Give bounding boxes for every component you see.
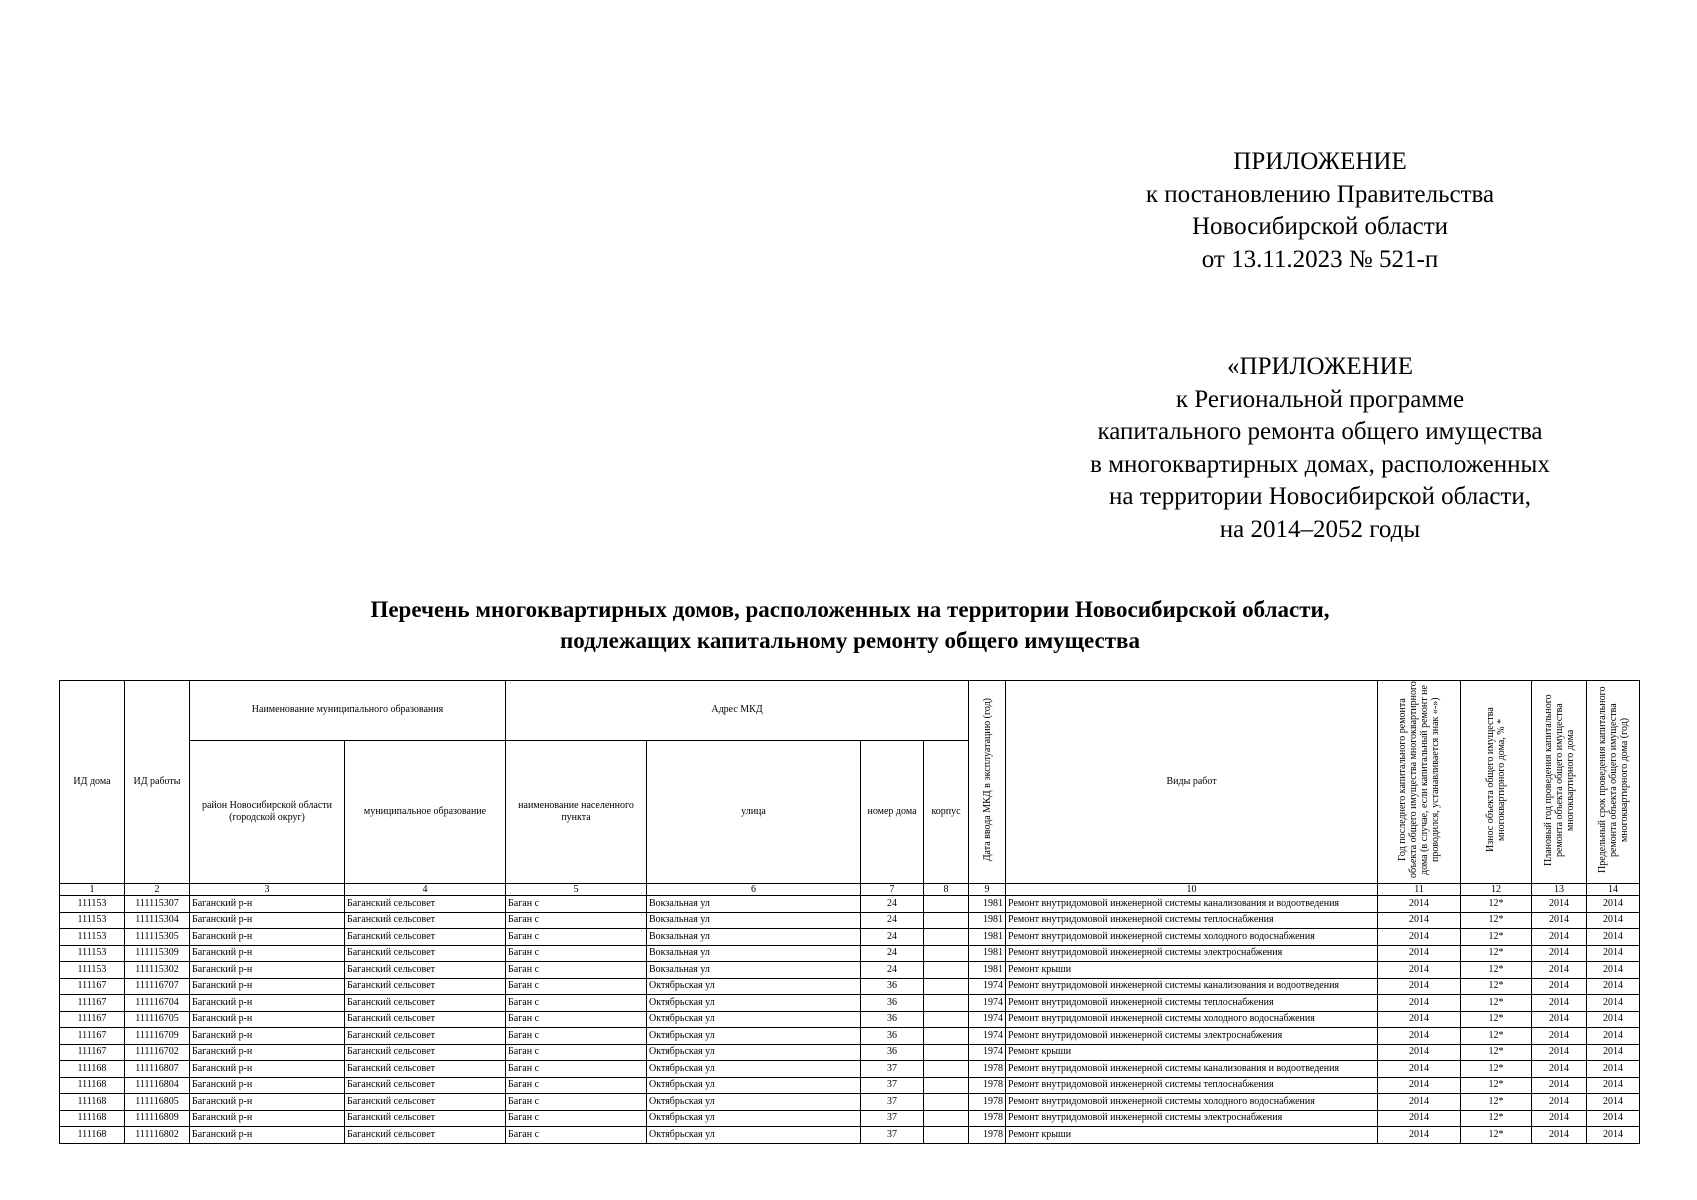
housing-repair-register-table <box>59 680 1640 1144</box>
column-number-cell: 3 <box>190 884 345 896</box>
house-id-cell: 111168 <box>60 1061 125 1078</box>
deadline-year-cell: 2014 <box>1587 995 1640 1012</box>
work-type-cell: Ремонт внутридомовой инженерной системы канализования и водоотведения <box>1006 978 1378 995</box>
column-number-cell: 8 <box>924 884 969 896</box>
table-row <box>60 912 1640 929</box>
header-commission-date: Дата ввода МКД в эксплуатацию (год) <box>969 681 1006 884</box>
settlement-cell: Баган с <box>506 896 647 913</box>
last-repair-year-cell: 2014 <box>1378 929 1461 946</box>
planned-year-cell: 2014 <box>1532 945 1587 962</box>
district-cell: Баганский р-н <box>190 896 345 913</box>
building-cell <box>924 962 969 979</box>
settlement-cell: Баган с <box>506 995 647 1012</box>
work-type-cell: Ремонт крыши <box>1006 1044 1378 1061</box>
house-number-cell: 37 <box>861 1127 924 1144</box>
work-id-cell: 111115305 <box>125 929 190 946</box>
house-id-cell: 111168 <box>60 1127 125 1144</box>
table-row <box>60 1061 1640 1078</box>
work-type-cell: Ремонт внутридомовой инженерной системы электроснабжения <box>1006 1028 1378 1045</box>
column-number-cell: 10 <box>1006 884 1378 896</box>
planned-year-cell: 2014 <box>1532 896 1587 913</box>
planned-year-cell: 2014 <box>1532 1061 1587 1078</box>
street-cell: Вокзальная ул <box>647 912 861 929</box>
settlement-cell: Баган с <box>506 1110 647 1127</box>
building-cell <box>924 896 969 913</box>
commission-year-cell: 1978 <box>969 1127 1006 1144</box>
municipality-cell: Баганский сельсовет <box>345 929 506 946</box>
column-number-cell: 6 <box>647 884 861 896</box>
street-cell: Вокзальная ул <box>647 962 861 979</box>
district-cell: Баганский р-н <box>190 995 345 1012</box>
last-repair-year-cell: 2014 <box>1378 912 1461 929</box>
header-house-id: ИД дома <box>60 681 125 884</box>
work-id-cell: 111115307 <box>125 896 190 913</box>
settlement-cell: Баган с <box>506 978 647 995</box>
work-id-cell: 111116709 <box>125 1028 190 1045</box>
wear-percent-cell: 12* <box>1461 1094 1532 1111</box>
planned-year-cell: 2014 <box>1532 1044 1587 1061</box>
column-number-cell: 11 <box>1378 884 1461 896</box>
header-municipality: муниципальное образование <box>345 740 506 883</box>
wear-percent-cell: 12* <box>1461 1127 1532 1144</box>
commission-year-cell: 1981 <box>969 896 1006 913</box>
building-cell <box>924 1110 969 1127</box>
house-number-cell: 37 <box>861 1094 924 1111</box>
district-cell: Баганский р-н <box>190 929 345 946</box>
wear-percent-cell: 12* <box>1461 1110 1532 1127</box>
table-row <box>60 1044 1640 1061</box>
table-row <box>60 1110 1640 1127</box>
street-cell: Октябрьская ул <box>647 1044 861 1061</box>
building-cell <box>924 1028 969 1045</box>
appendix-line-region: Новосибирской области <box>1191 213 1449 240</box>
street-cell: Октябрьская ул <box>647 1094 861 1111</box>
work-type-cell: Ремонт внутридомовой инженерной системы электроснабжения <box>1006 945 1378 962</box>
work-type-cell: Ремонт внутридомовой инженерной системы теплоснабжения <box>1006 1077 1378 1094</box>
commission-year-cell: 1974 <box>969 995 1006 1012</box>
planned-year-cell: 2014 <box>1532 978 1587 995</box>
district-cell: Баганский р-н <box>190 1110 345 1127</box>
house-number-cell: 24 <box>861 929 924 946</box>
column-number-cell: 1 <box>60 884 125 896</box>
house-id-cell: 111167 <box>60 1028 125 1045</box>
deadline-year-cell: 2014 <box>1587 929 1640 946</box>
wear-percent-cell: 12* <box>1461 912 1532 929</box>
work-type-cell: Ремонт внутридомовой инженерной системы канализования и водоотведения <box>1006 1061 1378 1078</box>
planned-year-cell: 2014 <box>1532 929 1587 946</box>
house-id-cell: 111153 <box>60 929 125 946</box>
work-type-cell: Ремонт внутридомовой инженерной системы холодного водоснабжения <box>1006 1011 1378 1028</box>
building-cell <box>924 1094 969 1111</box>
header-work-types: Виды работ <box>1006 681 1378 884</box>
street-cell: Вокзальная ул <box>647 896 861 913</box>
settlement-cell: Баган с <box>506 912 647 929</box>
district-cell: Баганский р-н <box>190 1011 345 1028</box>
house-number-cell: 37 <box>861 1077 924 1094</box>
street-cell: Октябрьская ул <box>647 978 861 995</box>
document-title <box>200 594 1500 656</box>
program-appendix-line-1: к Региональной программе <box>1175 385 1465 413</box>
column-number-cell: 9 <box>969 884 1006 896</box>
header-building: корпус <box>924 740 969 883</box>
wear-percent-cell: 12* <box>1461 1011 1532 1028</box>
settlement-cell: Баган с <box>506 1127 647 1144</box>
wear-percent-cell: 12* <box>1461 978 1532 995</box>
government-decree-appendix-header <box>1080 146 1560 276</box>
commission-year-cell: 1981 <box>969 945 1006 962</box>
last-repair-year-cell: 2014 <box>1378 1094 1461 1111</box>
register-table-body <box>60 896 1640 1144</box>
column-number-cell: 14 <box>1587 884 1640 896</box>
district-cell: Баганский р-н <box>190 945 345 962</box>
deadline-year-cell: 2014 <box>1587 1077 1640 1094</box>
work-type-cell: Ремонт внутридомовой инженерной системы канализования и водоотведения <box>1006 896 1378 913</box>
house-number-cell: 36 <box>861 995 924 1012</box>
house-number-cell: 37 <box>861 1061 924 1078</box>
table-row <box>60 962 1640 979</box>
deadline-year-cell: 2014 <box>1587 912 1640 929</box>
house-id-cell: 111153 <box>60 896 125 913</box>
house-id-cell: 111167 <box>60 995 125 1012</box>
program-appendix-title: «ПРИЛОЖЕНИЕ <box>1227 353 1413 380</box>
planned-year-cell: 2014 <box>1532 1077 1587 1094</box>
street-cell: Октябрьская ул <box>647 995 861 1012</box>
settlement-cell: Баган с <box>506 1061 647 1078</box>
table-row <box>60 1011 1640 1028</box>
last-repair-year-cell: 2014 <box>1378 1077 1461 1094</box>
municipality-cell: Баганский сельсовет <box>345 1077 506 1094</box>
work-id-cell: 111116705 <box>125 1011 190 1028</box>
work-id-cell: 111116707 <box>125 978 190 995</box>
appendix-title: ПРИЛОЖЕНИЕ <box>1233 148 1407 175</box>
table-row <box>60 929 1640 946</box>
building-cell <box>924 1061 969 1078</box>
last-repair-year-cell: 2014 <box>1378 1061 1461 1078</box>
work-type-cell: Ремонт крыши <box>1006 962 1378 979</box>
street-cell: Октябрьская ул <box>647 1011 861 1028</box>
last-repair-year-cell: 2014 <box>1378 962 1461 979</box>
document-title-line-2: подлежащих капитальному ремонту общего имущества <box>560 628 1140 653</box>
header-address-group: Адрес МКД <box>506 681 969 741</box>
wear-percent-cell: 12* <box>1461 896 1532 913</box>
house-id-cell: 111168 <box>60 1094 125 1111</box>
house-number-cell: 36 <box>861 1011 924 1028</box>
header-municipality-group: Наименование муниципального образования <box>190 681 506 741</box>
house-id-cell: 111153 <box>60 962 125 979</box>
wear-percent-cell: 12* <box>1461 945 1532 962</box>
work-id-cell: 111116802 <box>125 1127 190 1144</box>
settlement-cell: Баган с <box>506 962 647 979</box>
table-row <box>60 1077 1640 1094</box>
column-number-cell: 7 <box>861 884 924 896</box>
street-cell: Вокзальная ул <box>647 945 861 962</box>
commission-year-cell: 1978 <box>969 1077 1006 1094</box>
commission-year-cell: 1981 <box>969 929 1006 946</box>
work-id-cell: 111116807 <box>125 1061 190 1078</box>
district-cell: Баганский р-н <box>190 1044 345 1061</box>
district-cell: Баганский р-н <box>190 962 345 979</box>
planned-year-cell: 2014 <box>1532 995 1587 1012</box>
work-id-cell: 111116804 <box>125 1077 190 1094</box>
program-appendix-line-3: в многоквартирных домах, расположенных <box>1090 450 1550 478</box>
header-house-number: номер дома <box>861 740 924 883</box>
settlement-cell: Баган с <box>506 1094 647 1111</box>
house-id-cell: 111167 <box>60 1044 125 1061</box>
street-cell: Октябрьская ул <box>647 1077 861 1094</box>
house-id-cell: 111153 <box>60 945 125 962</box>
commission-year-cell: 1974 <box>969 1011 1006 1028</box>
commission-year-cell: 1981 <box>969 912 1006 929</box>
column-number-cell: 4 <box>345 884 506 896</box>
house-number-cell: 24 <box>861 945 924 962</box>
commission-year-cell: 1981 <box>969 962 1006 979</box>
planned-year-cell: 2014 <box>1532 1110 1587 1127</box>
municipality-cell: Баганский сельсовет <box>345 896 506 913</box>
work-id-cell: 111116702 <box>125 1044 190 1061</box>
last-repair-year-cell: 2014 <box>1378 995 1461 1012</box>
header-settlement: наименование населенного пункта <box>506 740 647 883</box>
municipality-cell: Баганский сельсовет <box>345 1061 506 1078</box>
building-cell <box>924 1077 969 1094</box>
house-number-cell: 36 <box>861 978 924 995</box>
work-id-cell: 111115302 <box>125 962 190 979</box>
wear-percent-cell: 12* <box>1461 995 1532 1012</box>
municipality-cell: Баганский сельсовет <box>345 912 506 929</box>
planned-year-cell: 2014 <box>1532 1094 1587 1111</box>
wear-percent-cell: 12* <box>1461 962 1532 979</box>
work-type-cell: Ремонт внутридомовой инженерной системы теплоснабжения <box>1006 912 1378 929</box>
wear-percent-cell: 12* <box>1461 1044 1532 1061</box>
district-cell: Баганский р-н <box>190 1061 345 1078</box>
commission-year-cell: 1978 <box>969 1110 1006 1127</box>
table-row <box>60 1127 1640 1144</box>
house-number-cell: 24 <box>861 962 924 979</box>
program-appendix-line-4: на территории Новосибирской области, <box>1108 483 1532 510</box>
wear-percent-cell: 12* <box>1461 1028 1532 1045</box>
municipality-cell: Баганский сельсовет <box>345 1127 506 1144</box>
house-id-cell: 111168 <box>60 1077 125 1094</box>
deadline-year-cell: 2014 <box>1587 1061 1640 1078</box>
program-appendix-line-5: на 2014–2052 годы <box>1219 515 1421 543</box>
header-last-repair-year: Год последнего капитального ремонта объекта общего имущества многоквартирного дома (в случае, если капитальный ремонт не проводился, устанавливается знак «-») <box>1378 681 1461 884</box>
building-cell <box>924 995 969 1012</box>
program-appendix-line-2: капитального ремонта общего имущества <box>1097 418 1543 445</box>
house-id-cell: 111153 <box>60 912 125 929</box>
work-type-cell: Ремонт внутридомовой инженерной системы холодного водоснабжения <box>1006 1094 1378 1111</box>
house-number-cell: 37 <box>861 1110 924 1127</box>
deadline-year-cell: 2014 <box>1587 1028 1640 1045</box>
municipality-cell: Баганский сельсовет <box>345 1011 506 1028</box>
work-id-cell: 111115309 <box>125 945 190 962</box>
wear-percent-cell: 12* <box>1461 1077 1532 1094</box>
planned-year-cell: 2014 <box>1532 1028 1587 1045</box>
settlement-cell: Баган с <box>506 1028 647 1045</box>
deadline-year-cell: 2014 <box>1587 896 1640 913</box>
last-repair-year-cell: 2014 <box>1378 1110 1461 1127</box>
planned-year-cell: 2014 <box>1532 1011 1587 1028</box>
document-title-line-1: Перечень многоквартирных домов, расположенных на территории Новосибирской области, <box>370 597 1330 622</box>
district-cell: Баганский р-н <box>190 978 345 995</box>
work-id-cell: 111116704 <box>125 995 190 1012</box>
last-repair-year-cell: 2014 <box>1378 1028 1461 1045</box>
building-cell <box>924 929 969 946</box>
commission-year-cell: 1978 <box>969 1061 1006 1078</box>
building-cell <box>924 945 969 962</box>
last-repair-year-cell: 2014 <box>1378 896 1461 913</box>
planned-year-cell: 2014 <box>1532 962 1587 979</box>
table-row <box>60 978 1640 995</box>
last-repair-year-cell: 2014 <box>1378 1011 1461 1028</box>
regional-program-appendix-header <box>1040 351 1600 546</box>
header-planned-year: Плановый год проведения капитального ремонта объекта общего имущества многоквартирного дома <box>1532 681 1587 884</box>
deadline-year-cell: 2014 <box>1587 945 1640 962</box>
header-district: район Новосибирской области (городской округ) <box>190 740 345 883</box>
deadline-year-cell: 2014 <box>1587 1110 1640 1127</box>
building-cell <box>924 978 969 995</box>
house-id-cell: 111167 <box>60 978 125 995</box>
last-repair-year-cell: 2014 <box>1378 978 1461 995</box>
last-repair-year-cell: 2014 <box>1378 1044 1461 1061</box>
district-cell: Баганский р-н <box>190 1028 345 1045</box>
deadline-year-cell: 2014 <box>1587 978 1640 995</box>
house-number-cell: 24 <box>861 896 924 913</box>
table-row <box>60 1028 1640 1045</box>
work-id-cell: 111116805 <box>125 1094 190 1111</box>
commission-year-cell: 1978 <box>969 1094 1006 1111</box>
street-cell: Октябрьская ул <box>647 1061 861 1078</box>
house-number-cell: 36 <box>861 1028 924 1045</box>
wear-percent-cell: 12* <box>1461 929 1532 946</box>
table-row <box>60 1094 1640 1111</box>
work-id-cell: 111115304 <box>125 912 190 929</box>
column-number-cell: 2 <box>125 884 190 896</box>
deadline-year-cell: 2014 <box>1587 962 1640 979</box>
work-type-cell: Ремонт внутридомовой инженерной системы холодного водоснабжения <box>1006 929 1378 946</box>
municipality-cell: Баганский сельсовет <box>345 1028 506 1045</box>
settlement-cell: Баган с <box>506 1011 647 1028</box>
column-numbers-row <box>60 884 1640 896</box>
settlement-cell: Баган с <box>506 929 647 946</box>
commission-year-cell: 1974 <box>969 1028 1006 1045</box>
house-number-cell: 36 <box>861 1044 924 1061</box>
district-cell: Баганский р-н <box>190 912 345 929</box>
header-street: улица <box>647 740 861 883</box>
settlement-cell: Баган с <box>506 945 647 962</box>
work-id-cell: 111116809 <box>125 1110 190 1127</box>
district-cell: Баганский р-н <box>190 1127 345 1144</box>
building-cell <box>924 1127 969 1144</box>
work-type-cell: Ремонт внутридомовой инженерной системы электроснабжения <box>1006 1110 1378 1127</box>
commission-year-cell: 1974 <box>969 1044 1006 1061</box>
deadline-year-cell: 2014 <box>1587 1044 1640 1061</box>
table-row <box>60 945 1640 962</box>
municipality-cell: Баганский сельсовет <box>345 962 506 979</box>
building-cell <box>924 1044 969 1061</box>
street-cell: Октябрьская ул <box>647 1110 861 1127</box>
house-id-cell: 111167 <box>60 1011 125 1028</box>
street-cell: Октябрьская ул <box>647 1028 861 1045</box>
municipality-cell: Баганский сельсовет <box>345 1110 506 1127</box>
house-number-cell: 24 <box>861 912 924 929</box>
municipality-cell: Баганский сельсовет <box>345 995 506 1012</box>
deadline-year-cell: 2014 <box>1587 1011 1640 1028</box>
last-repair-year-cell: 2014 <box>1378 1127 1461 1144</box>
column-number-cell: 12 <box>1461 884 1532 896</box>
municipality-cell: Баганский сельсовет <box>345 945 506 962</box>
building-cell <box>924 912 969 929</box>
table-row <box>60 995 1640 1012</box>
planned-year-cell: 2014 <box>1532 912 1587 929</box>
header-deadline-year: Предельный срок проведения капитального ремонта объекта общего имущества многоквартирного дома (год) <box>1587 681 1640 884</box>
work-type-cell: Ремонт крыши <box>1006 1127 1378 1144</box>
table-row <box>60 896 1640 913</box>
deadline-year-cell: 2014 <box>1587 1094 1640 1111</box>
district-cell: Баганский р-н <box>190 1077 345 1094</box>
street-cell: Вокзальная ул <box>647 929 861 946</box>
commission-year-cell: 1974 <box>969 978 1006 995</box>
settlement-cell: Баган с <box>506 1044 647 1061</box>
last-repair-year-cell: 2014 <box>1378 945 1461 962</box>
settlement-cell: Баган с <box>506 1077 647 1094</box>
street-cell: Октябрьская ул <box>647 1127 861 1144</box>
building-cell <box>924 1011 969 1028</box>
column-number-cell: 13 <box>1532 884 1587 896</box>
appendix-line-date-number: от 13.11.2023 № 521-п <box>1201 245 1439 273</box>
municipality-cell: Баганский сельсовет <box>345 978 506 995</box>
planned-year-cell: 2014 <box>1532 1127 1587 1144</box>
work-type-cell: Ремонт внутридомовой инженерной системы теплоснабжения <box>1006 995 1378 1012</box>
district-cell: Баганский р-н <box>190 1094 345 1111</box>
column-number-cell: 5 <box>506 884 647 896</box>
municipality-cell: Баганский сельсовет <box>345 1094 506 1111</box>
header-wear-percent: Износ объекта общего имущества многоквартирного дома, % * <box>1461 681 1532 884</box>
deadline-year-cell: 2014 <box>1587 1127 1640 1144</box>
wear-percent-cell: 12* <box>1461 1061 1532 1078</box>
appendix-line-decree: к постановлению Правительства <box>1145 180 1495 208</box>
municipality-cell: Баганский сельсовет <box>345 1044 506 1061</box>
house-id-cell: 111168 <box>60 1110 125 1127</box>
header-work-id: ИД работы <box>125 681 190 884</box>
